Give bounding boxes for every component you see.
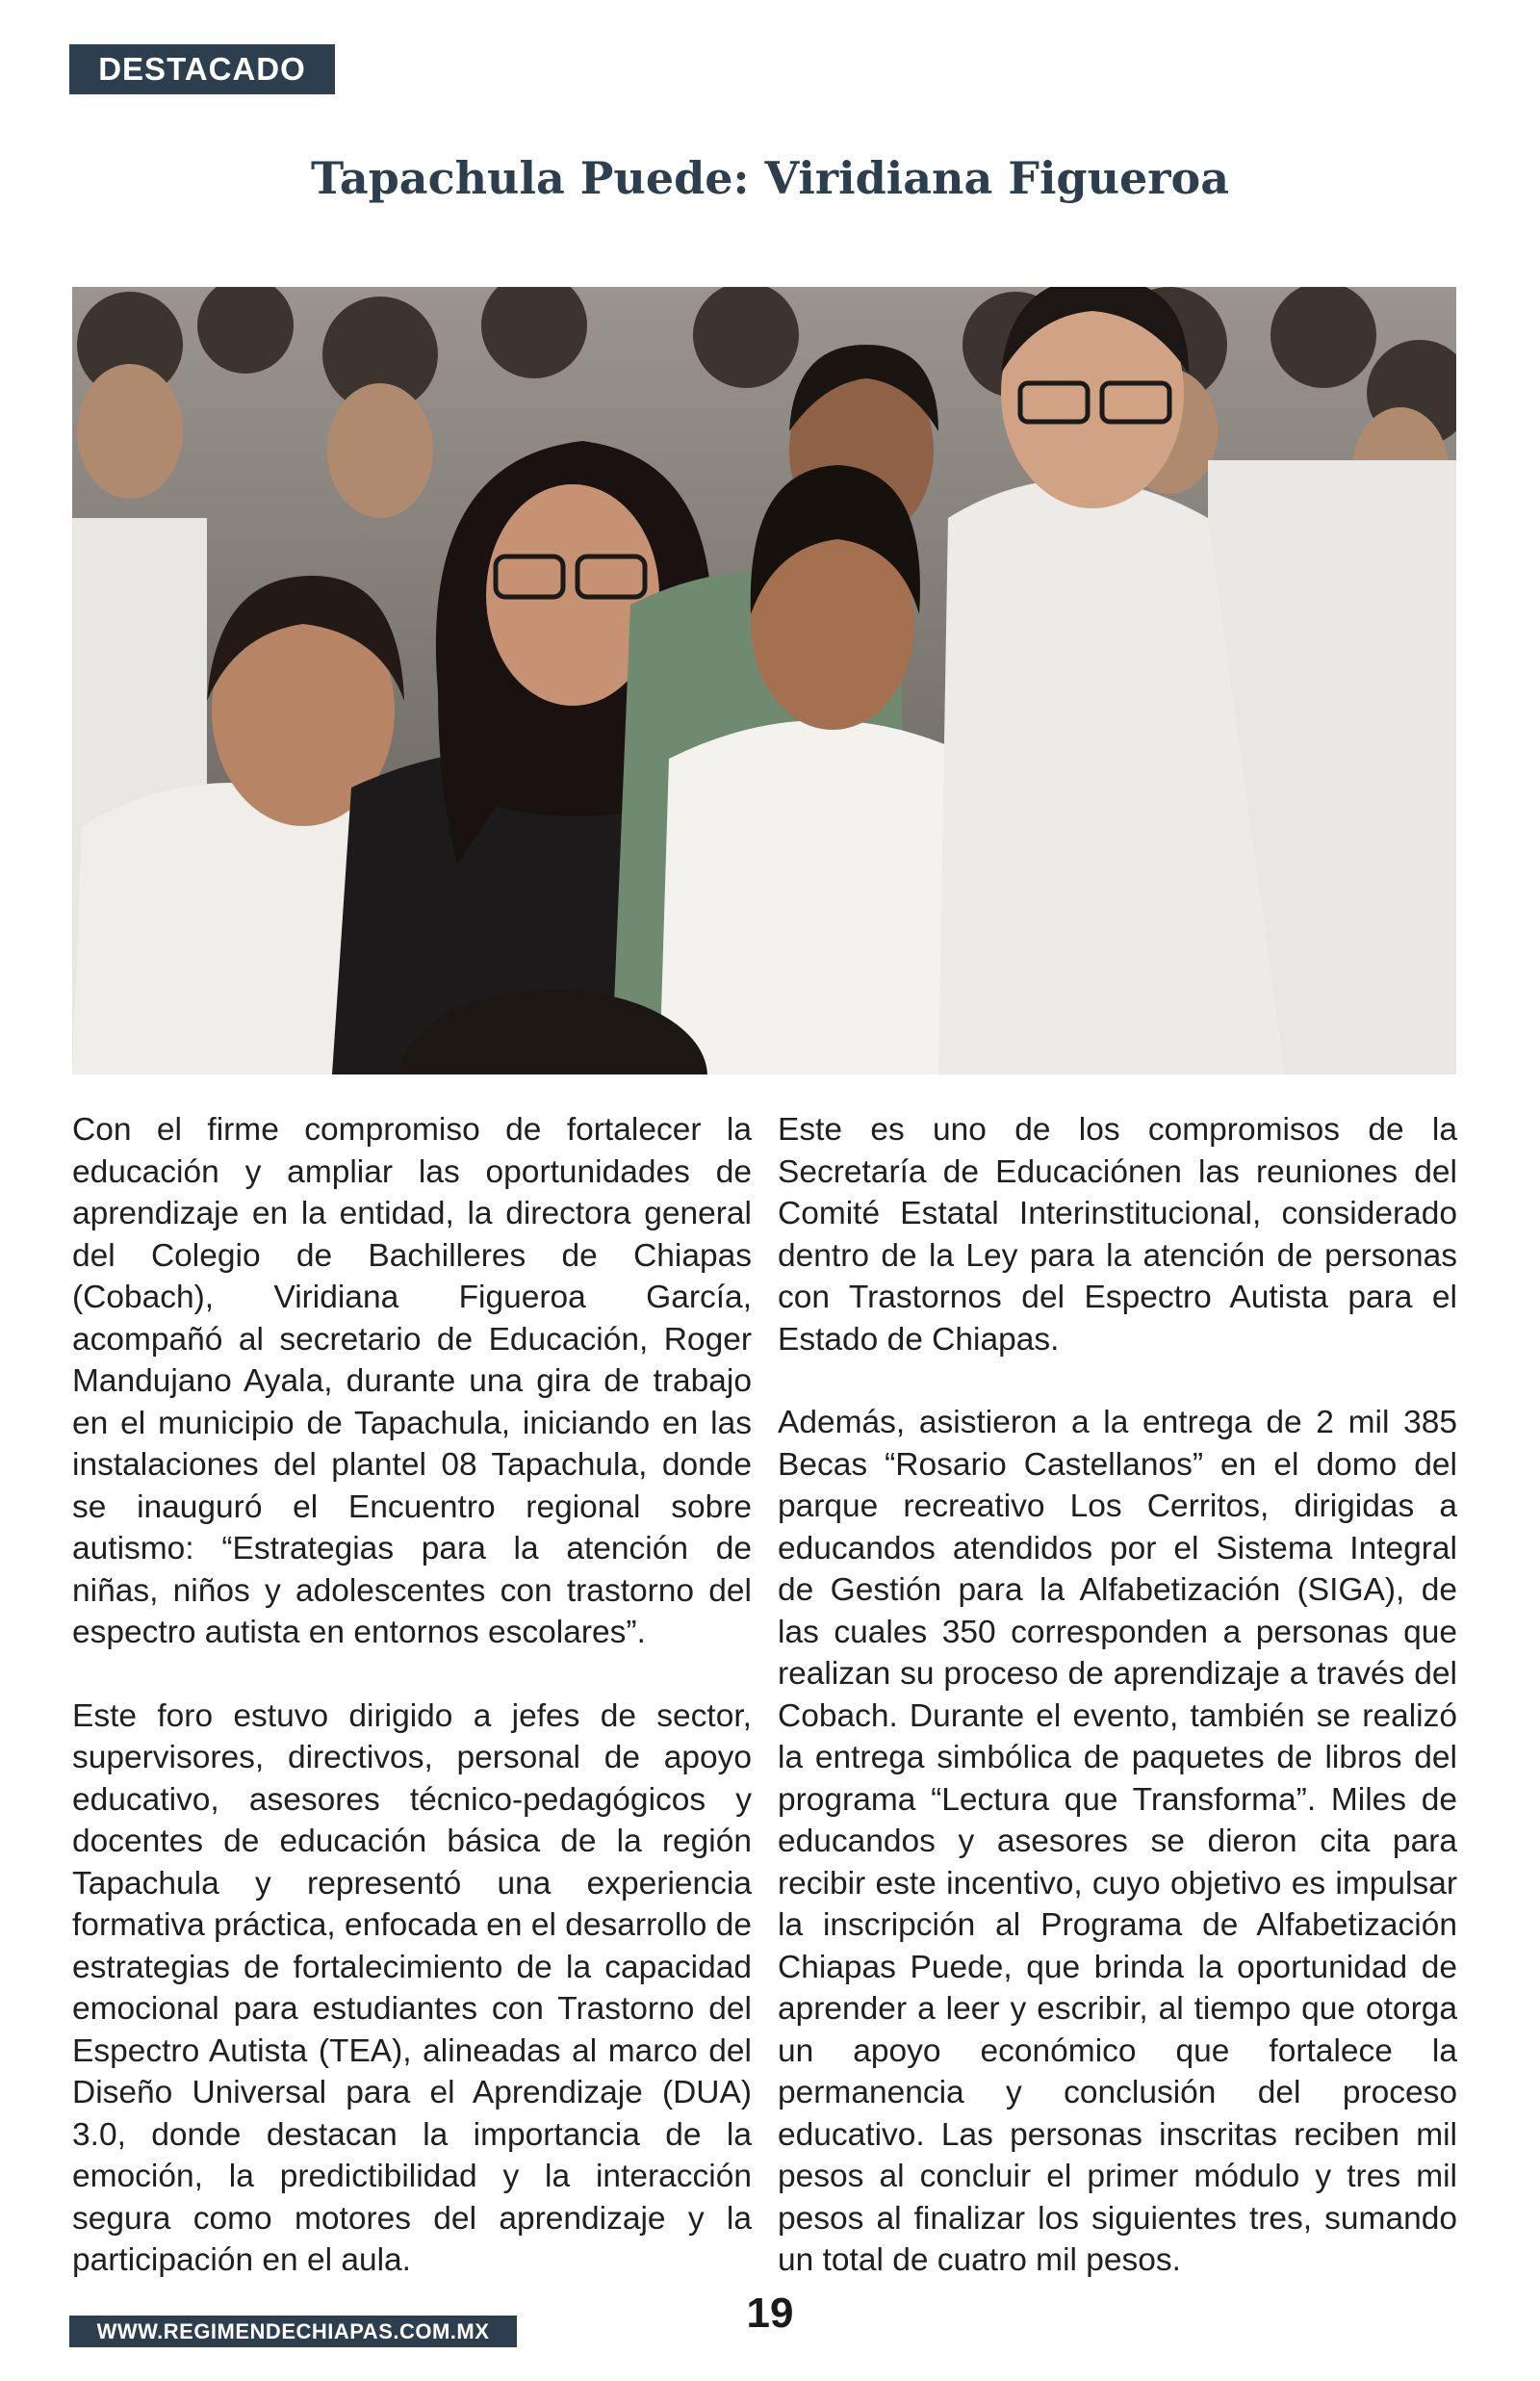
article-paragraph: Además, asistieron a la entrega de 2 mil 385 Becas “Rosario Castellanos” en el domo del parque recreativo Los Cerritos, dirigidas a educandos atendidos por el Sistema Integral de Gestión para la Alfabetización (SIGA), de las cuales 350 corresponden a personas que realizan su proceso de aprendizaje a través del Cobach. Durante el evento, también se realizó la entrega simbólica de paquetes de libros del programa “Lectura que Transforma”. Miles de educandos y asesores se dieron cita para recibir este incentivo, cuyo objetivo es impulsar la inscripción al Programa de Alfabetización Chiapas Puede, que brinda la oportunidad de aprender a leer y escribir, al tiempo que otorga un apoyo económico que fortalece la permanencia y conclusión del proceso educativo. Las personas inscritas reciben mil pesos al concluir el primer módulo y tres mil pesos al finalizar los siguientes tres, sumando un total de cuatro mil pesos. [778,1405,1457,2278]
article-column-right [778,1109,1457,2323]
section-tag: DESTACADO [69,44,335,94]
group-photo [72,287,1456,1074]
article-paragraph: Este foro estuvo dirigido a jefes de sector, supervisores, directivos, personal de apoyo educativo, asesores técnico-pedagógicos y docentes de educación básica de la región Tapachula y representó una experiencia formativa práctica, enfocada en el desarrollo de estrategias de fortalecimiento de la capacidad emocional para estudiantes con Trastorno del Espectro Autista (TEA), alineadas al marco del Diseño Universal para el Aprendizaje (DUA) 3.0, donde destacan la importancia de la emoción, la predictibilidad y la interacción segura como motores del aprendizaje y la participación en el aula. [72,1697,752,2278]
article-paragraph: Este es uno de los compromisos de la Secretaría de Educaciónen las reuniones del Comité Estatal Interinstitucional, considerado dentro de la Ley para la atención de personas con Trastornos del Espectro Autista para el Estado de Chiapas. [778,1112,1457,1358]
article-headline: Tapachula Puede: Viridiana Figueroa [310,152,1230,204]
page-number: 19 [746,2290,794,2337]
article-paragraph: Con el firme compromiso de fortalecer la educación y ampliar las oportunidades de aprendizaje en la entidad, la directora general del Colegio de Bachilleres de Chiapas (Cobach), Viridiana Figueroa García, acompañó al secretario de Educación, Roger Mandujano Ayala, durante una gira de trabajo en el municipio de Tapachula, iniciando en las instalaciones del plantel 08 Tapachula, donde se inauguró el Encuentro regional sobre autismo: “Estrategias para la atención de niñas, niños y adolescentes con trastorno del espectro autista en entornos escolares”. [72,1112,752,1650]
footer-url[interactable]: WWW.REGIMENDECHIAPAS.COM.MX [69,2316,517,2347]
article-column-left [72,1109,752,2323]
group-photo-image [72,287,1456,1074]
